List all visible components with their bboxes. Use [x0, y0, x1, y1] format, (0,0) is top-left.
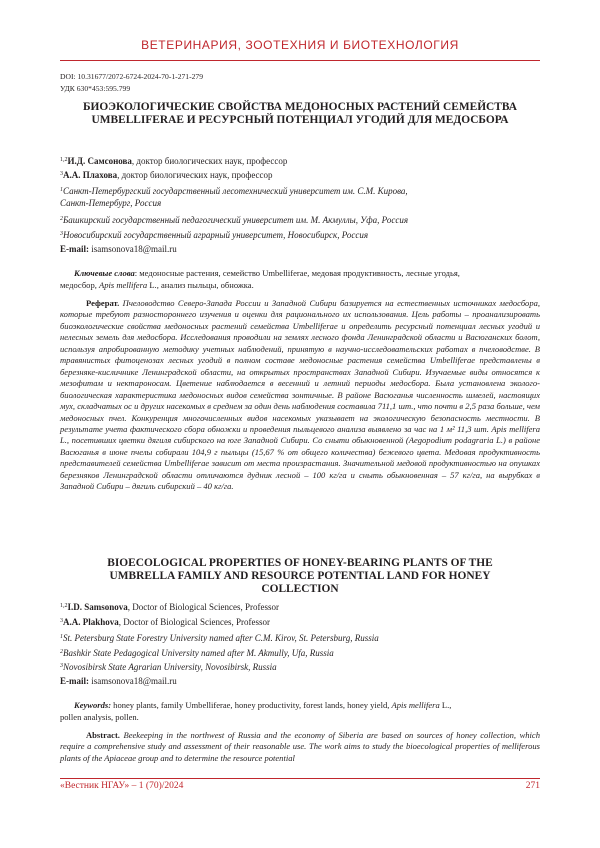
- en-author-sup: 1,2: [60, 603, 68, 609]
- ru-title-line: БИОЭКОЛОГИЧЕСКИЕ СВОЙСТВА МЕДОНОСНЫХ РАСТЕНИЙ СЕМЕЙСТВА: [83, 101, 517, 113]
- ru-author-name: А.А. Плахова: [63, 170, 118, 180]
- en-keywords: [60, 700, 540, 711]
- en-keywords-text: L.,: [439, 700, 452, 710]
- en-abstract: [60, 730, 540, 764]
- en-title-line: BIOECOLOGICAL PROPERTIES OF HONEY-BEARING PLANTS OF THE: [107, 557, 493, 569]
- ru-author-role: , доктор биологических наук, профессор: [131, 156, 288, 166]
- ru-title: [60, 101, 540, 127]
- udc: УДК 630*453:595.799: [60, 84, 131, 93]
- page-number: 271: [525, 781, 540, 791]
- ru-keywords-text: : медоносные растения, семейство Umbelliferae, медовая продуктивность, лесные угодья,: [134, 268, 460, 278]
- ru-keywords: [60, 268, 540, 279]
- en-author-role: , Doctor of Biological Sciences, Professor: [127, 602, 279, 612]
- ru-author-sup: 1,2: [60, 157, 68, 163]
- ru-abstract-label: Реферат.: [86, 298, 120, 308]
- ru-author: [60, 155, 540, 167]
- ru-affiliation: [60, 229, 540, 241]
- en-aff-text: Novosibirsk State Agrarian University, Novosibirsk, Russia: [63, 662, 277, 672]
- en-title: [60, 557, 540, 596]
- ru-email: [60, 244, 540, 255]
- footer-rule: [60, 778, 540, 779]
- ru-abstract: [60, 298, 540, 493]
- ru-affiliation-cont: Санкт-Петербург, Россия: [60, 198, 162, 208]
- en-email: [60, 676, 540, 687]
- en-author-name: A.A. Plakhova: [63, 617, 119, 627]
- header-rule: [60, 60, 540, 61]
- en-aff-text: Bashkir State Pedagogical University named after M. Akmully, Ufa, Russia: [63, 648, 334, 658]
- ru-aff-text: Башкирский государственный педагогический университет им. М. Акмуллы, Уфа, Россия: [63, 215, 409, 225]
- ru-email-address[interactable]: isamsonova18@mail.ru: [89, 244, 177, 254]
- en-author-name: I.D. Samsonova: [67, 602, 128, 612]
- en-email-address[interactable]: isamsonova18@mail.ru: [89, 676, 177, 686]
- en-keywords-cont: [60, 712, 540, 723]
- section-title: ВЕТЕРИНАРИЯ, ЗООТЕХНИЯ И БИОТЕХНОЛОГИЯ: [141, 38, 459, 52]
- ru-affiliation: [60, 214, 540, 226]
- ru-aff-sup: 3: [60, 231, 63, 237]
- ru-keywords-species: Apis mellifera: [99, 280, 148, 290]
- ru-author-role: , доктор биологических наук, профессор: [117, 170, 273, 180]
- en-author-sup: 3: [60, 618, 63, 624]
- journal-issue: «Вестник НГАУ» – 1 (70)/2024: [60, 781, 184, 791]
- en-keywords-text: honey plants, family Umbelliferae, honey productivity, forest lands, honey yield,: [111, 700, 392, 710]
- en-author-role: , Doctor of Biological Sciences, Professor: [118, 617, 270, 627]
- ru-keywords-cont: [60, 280, 540, 291]
- ru-email-label: E-mail:: [60, 244, 89, 254]
- en-title-line: UMBRELLA FAMILY AND RESOURCE POTENTIAL LAND FOR HONEY: [109, 570, 491, 582]
- en-affiliation: [60, 661, 540, 673]
- ru-keywords-text: медосбор,: [60, 280, 99, 290]
- en-abstract-body: Beekeeping in the northwest of Russia and the economy of Siberia are based on sources of honey collection, which require a comprehensive study and assessment of their reasonable use. The work aims to study the bioecological properties of melliferous plants of the Apiaceae group and to determine the resource potential: [60, 730, 540, 763]
- ru-keywords-text: L., анализ пыльцы, обножка.: [147, 280, 254, 290]
- ru-aff-text: Санкт-Петербургский государственный лесотехнический университет им. С.М. Кирова,: [63, 186, 408, 196]
- ru-aff-text: Новосибирский государственный аграрный университет, Новосибирск, Россия: [63, 230, 369, 240]
- en-author: [60, 616, 540, 628]
- ru-aff-sup: 1: [60, 187, 63, 193]
- en-author: [60, 601, 540, 613]
- en-keywords-label: Keywords:: [74, 700, 112, 710]
- en-aff-sup: 3: [60, 663, 63, 669]
- doi[interactable]: DOI: 10.31677/2072-6724-2024-70-1-271-279: [60, 72, 203, 81]
- en-abstract-label: Abstract.: [86, 730, 120, 740]
- en-title-line: COLLECTION: [261, 583, 339, 595]
- ru-title-line: UMBELLIFERAE И РЕСУРСНЫЙ ПОТЕНЦИАЛ УГОДИЙ ДЛЯ МЕДОСБОРА: [91, 114, 509, 126]
- en-aff-sup: 2: [60, 649, 63, 655]
- en-affiliation: [60, 632, 540, 644]
- en-aff-sup: 1: [60, 634, 63, 640]
- ru-abstract-body: Пчеловодство Северо-Запада России и Западной Сибири базируется на естественных источниках медосбора, которые требуют разностороннего изучения и оценки для рационального их использования. Цель работы – проанализировать биоэкологические свойства медоносных растений семейства Umbelliferae и определить ресурсный потенциал лесных угодий и нелесных земель для медосбора. Исследования проводили на землях лесного фонда Ленинградской области и Васюганских болот, используя апробированную методику учетных наблюдений, принятую в научно-исследовательских работах в пчеловодстве. В травянистых фитоценозах лесных угодий в полном составе медоносные растения семейства Umbelliferae представлены в березняке-кисличнике Ленинградской области, на открытых пространствах Западной Сибири. Изучаемые виды относятся к мезофитам и нектароносам. Цветение наблюдается в весенний и летний периоды медосбора. Была установлена эколого-биологическая характеристика медоносных видов семейства зонтичные. В районе Васюганья численность шмелей, настоящих мух, складчатых ос и других насекомых в среднем за один день наблюдения составила 711,1 шт., что почти в 2,5 раза больше, чем медоносных пчел. Конкуренция многочисленных видов насекомых указывает на экологическую безопасность местности. В результате учета фактического сбора обножки и проведения пыльцевого анализа выявлено за час на 1 м² 11,3 шт. Apis mellifera L., посетивших цветки дягиля сибирского на юге Западной Сибири. Со сныти обыкновенной (Aegopodium podagraria L.) в районе Васюганья в июне пчелы собирали 104,9 г пыльцы (15,67 % от общего количества) бежевого цвета. Медовая продуктивность представителей семейства Umbelliferae зависит от места произрастания. Значительной медовой продуктивностью на опушках березняков Ленинградской области отличаются дудник лесной – 100 кг/га и сныть обыкновенная – 57 кг/га, на вырубках в Западной Сибири – дягиль сибирский – 40 кг/га.: [60, 298, 541, 492]
- en-keywords-species: Apis mellifera: [391, 700, 440, 710]
- ru-author: [60, 169, 540, 181]
- ru-author-name: И.Д. Самсонова: [67, 156, 132, 166]
- ru-affiliation: [60, 185, 540, 197]
- ru-aff-sup: 2: [60, 216, 63, 222]
- en-affiliation: [60, 647, 540, 659]
- en-aff-text: St. Petersburg State Forestry University named after C.M. Kirov, St. Petersburg, Russia: [63, 633, 379, 643]
- ru-keywords-label: Ключевые слова: [74, 268, 135, 278]
- journal-header: [0, 0, 600, 60]
- en-keywords-text: pollen analysis, pollen.: [60, 712, 139, 722]
- en-email-label: E-mail:: [60, 676, 89, 686]
- ru-author-sup: 3: [60, 171, 63, 177]
